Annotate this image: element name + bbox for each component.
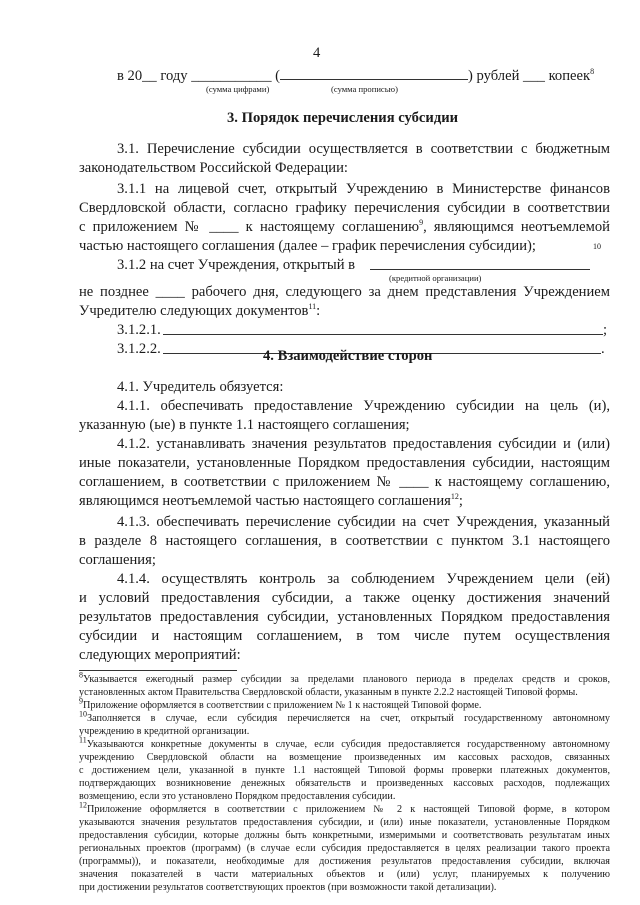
p-4-1-2-line4-semicolon: ;: [458, 493, 463, 509]
p-3-1-line1: 3.1. Перечисление субсидии осуществляется в соответствии с бюджетным: [117, 141, 610, 157]
p-3-1-2-cont-line2: [79, 302, 320, 321]
footnote-8-line2: установленных актом Правительства Свердловской области, указанным в пункте 2.2.2 настоящей Типовой формы.: [79, 687, 578, 698]
p-4-1-4-line2: и условий предоставления субсидии, а также оценку достижения значений: [79, 590, 610, 606]
p-4-1-3-line1: 4.1.3. обеспечивать перечисление субсидии на счет Учреждения, указанный: [117, 514, 610, 530]
subsidy-amount-line: [117, 66, 594, 86]
footnote-11-line1: [79, 735, 610, 752]
section-4-title: 4. Взаимодействие сторон: [263, 348, 433, 364]
amount-words-blank: [280, 66, 468, 80]
footnote-11-line2: учреждению Свердловской области на возмещение произведенных им кассовых расходов, связанных: [79, 752, 610, 763]
footnote-separator: [79, 670, 237, 671]
p-3-1-1-line3-tail: , являющимся неотъемлемой: [423, 219, 610, 235]
p-4-1: 4.1. Учредитель обязуется:: [117, 379, 284, 395]
p-4-1-1-line2: указанную (ые) в пункте 1.1 настоящего соглашения;: [79, 417, 410, 433]
footnote-12-line7: при достижении результатов соответствующих проектов (при возможности такой детализации).: [79, 882, 497, 893]
p-3-1-1-line3: [79, 218, 610, 237]
footnote-9: [79, 696, 482, 713]
footnote-8-number: 8: [79, 670, 83, 680]
footnote-9-text: Приложение оформляется в соответствии с приложением № 1 к настоящей Типовой форме.: [83, 700, 482, 711]
footnote-12-text: Приложение оформляется в соответствии с приложением № 2 к настоящей Типовой форме, в котором: [87, 804, 610, 815]
footnote-12-line4: региональных проектов (программ) (в случае если субсидия предоставляется в целях реализации такого проекта: [79, 843, 610, 854]
footnote-12-number: 12: [79, 800, 87, 810]
p-4-1-2-line1: 4.1.2. устанавливать значения результатов предоставления субсидии и (или): [117, 436, 610, 452]
footnote-12-line5: (программы)), и показатели, необходимые для достижения результатов предоставления субсидии, включая: [79, 856, 610, 867]
p-3-1-2-cont-line1: не позднее ____ рабочего дня, следующего за днем представления Учреждением: [79, 284, 610, 300]
p-4-1-1-line1: 4.1.1. обеспечивать предоставление Учреждению субсидии на цель (и),: [117, 398, 610, 414]
footnote-10-text: Заполняется в случае, если субсидия перечисляется на счет, открытый государственному автономному: [87, 713, 610, 724]
footnote-ref-12: 12: [450, 492, 459, 502]
footnote-12-line3: предоставления субсидии, которые должны быть конкретными, измеримыми и соответствовать результатам иных: [79, 830, 610, 841]
footnote-11-text: Указываются конкретные документы в случае, если субсидия предоставляется государственному автономному: [86, 739, 610, 750]
footnote-ref-8: 8: [590, 67, 595, 77]
p-4-1-4-line5: следующих мероприятий:: [79, 647, 241, 663]
footnote-8-line1: [79, 670, 610, 687]
footnote-9-number: 9: [79, 696, 83, 706]
p-4-1-4-line1: 4.1.4. осуществлять контроль за соблюдением Учреждением цели (ей): [117, 571, 610, 587]
footnote-12-line1: [79, 800, 610, 817]
footnote-10-line1: [79, 709, 610, 726]
caption-words: (сумма прописью): [331, 84, 398, 94]
footnote-12-line6: значения показателей в части материальных объектов и (или) услуг, планируемых к получению: [79, 869, 610, 880]
footnote-ref-11: 11: [308, 302, 317, 312]
amount-suffix: ) рублей ___ копеек: [468, 68, 591, 84]
footnote-8-text: Указывается ежегодный размер субсидии за пределами планового периода в пределах средств и сроков,: [83, 674, 610, 685]
amount-prefix: в 20__ году ___________ (: [117, 68, 281, 84]
p-4-1-2-line4-text: являющимся неотъемлемой частью настоящего соглашения: [79, 493, 451, 509]
p-3-1-1-line1: 3.1.1 на лицевой счет, открытый Учреждению в Министерстве финансов: [117, 181, 610, 197]
caption-bank: (кредитной организации): [389, 273, 482, 283]
footnote-11-number: 11: [79, 735, 87, 745]
p-4-1-2-line4-text-row: [79, 492, 463, 511]
p-4-1-2-line3: соглашением, в соответствии с приложением № ____ к настоящему соглашению,: [79, 474, 610, 490]
item-3-1-2-2-label: 3.1.2.2.: [117, 341, 161, 357]
item-3-1-2-1-end: ;: [603, 322, 608, 338]
footnote-11-line4: подтверждающих возникновение денежных обязательств и произведенных кассовых расходов, подлежащих: [79, 778, 610, 789]
footnote-12-line2: указываются значения результатов предоставления субсидии, и (или) иные показатели, установленные Порядком: [79, 817, 610, 828]
footnote-10-number: 10: [79, 709, 87, 719]
p-3-1-2-cont-line2-colon: :: [316, 303, 321, 319]
footnote-11-line3: с достижением цели, указанной в пункте 1.1 настоящей Типовой формы проверки платежных документов,: [79, 765, 610, 776]
p-3-1-line2: законодательством Российской Федерации:: [79, 160, 348, 176]
p-4-1-3-line3: соглашения;: [79, 552, 156, 568]
footnote-11-line5: возмещению, если это установлено Порядком предоставления субсидии.: [79, 791, 396, 802]
p-4-1-3-line2: в разделе 8 настоящего соглашения, в соответствии с пунктом 3.1 настоящего: [79, 533, 610, 549]
p-3-1-1-line4: частью настоящего соглашения (далее – график перечисления субсидии);: [79, 238, 536, 254]
p-3-1-1-line2: Свердловской области, согласно графику перечисления субсидии в соответствии: [79, 200, 610, 216]
footnote-10-line2: учреждению в кредитной организации.: [79, 726, 250, 737]
caption-digits: (сумма цифрами): [206, 84, 270, 94]
bank-name-blank: [370, 269, 590, 270]
item-3-1-2-1-label: 3.1.2.1.: [117, 322, 161, 338]
p-4-1-2-line2: иные показатели, установленные Порядком предоставления субсидии, настоящим: [79, 455, 610, 471]
p-3-1-2-cont-line2-text: Учредителю следующих документов: [79, 303, 309, 319]
footnote-ref-10: 10: [593, 242, 601, 251]
p-4-1-4-line4: субсидии и настоящим соглашением, в том числе путем осуществления: [79, 628, 610, 644]
p-4-1-4-line3: результатов предоставления субсидии, установленных Порядком предоставления: [79, 609, 610, 625]
p-3-1-1-line3-text: с приложением № ____ к настоящему соглашению: [79, 219, 420, 235]
item-3-1-2-1-blank: [163, 334, 603, 335]
p-3-1-2: 3.1.2 на счет Учреждения, открытый в: [117, 257, 356, 273]
section-3-title: 3. Порядок перечисления субсидии: [227, 110, 459, 126]
footnote-ref-9: 9: [419, 218, 424, 228]
page-number: 4: [313, 45, 321, 61]
item-3-1-2-2-end: .: [601, 341, 605, 357]
